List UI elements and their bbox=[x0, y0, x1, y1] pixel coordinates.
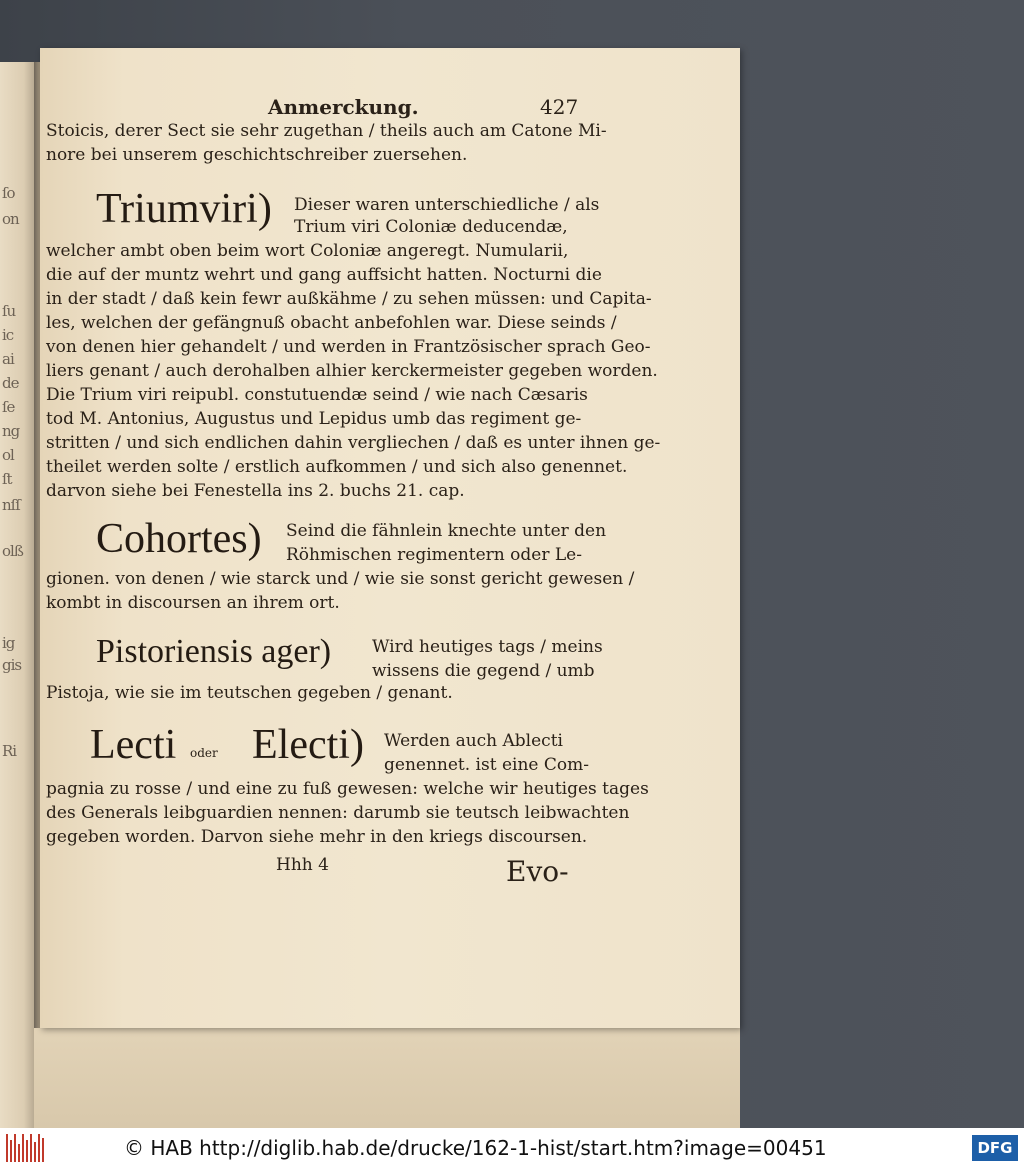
text-line: welcher ambt oben beim wort Coloniæ angeregt. Numularii, bbox=[46, 241, 569, 261]
entry-heading-pistoriensis: Pistoriensis ager) bbox=[96, 633, 332, 670]
text-line: die auf der muntz wehrt und gang auffsicht hatten. Nocturni die bbox=[46, 265, 602, 285]
margin-ghost-text: on bbox=[2, 210, 19, 228]
text-line: von denen hier gehandelt / und werden in Frantzösischer sprach Geo- bbox=[46, 337, 651, 357]
text-line: gionen. von denen / wie starck und / wie sie sonst gericht gewesen / bbox=[46, 569, 635, 589]
text-line: Stoicis, derer Sect sie sehr zugethan / theils auch am Catone Mi- bbox=[46, 121, 607, 141]
margin-ghost-text: ſt bbox=[2, 470, 12, 488]
text-line: tod M. Antonius, Augustus und Lepidus umb das regiment ge- bbox=[46, 409, 582, 429]
credit-link[interactable]: © HAB http://diglib.hab.de/drucke/162-1-hist/start.htm?image=00451 bbox=[124, 1136, 827, 1160]
signature-mark: Hhh 4 bbox=[276, 855, 329, 875]
text-line: Seind die fähnlein knechte unter den bbox=[286, 521, 607, 541]
entry-heading-cohortes: Cohortes) bbox=[96, 516, 262, 562]
margin-ghost-text: nſſ bbox=[2, 496, 20, 514]
previous-page-edge bbox=[0, 62, 34, 1128]
running-head: Anmerckung. bbox=[268, 95, 419, 119]
margin-ghost-text: ol bbox=[2, 446, 14, 464]
text-line: liers genant / auch derohalben alhier kerckermeister gegeben worden. bbox=[46, 361, 658, 381]
margin-ghost-text: ig bbox=[2, 634, 15, 652]
text-line: Röhmischen regimentern oder Le- bbox=[286, 545, 582, 565]
text-line: Wird heutiges tags / meins bbox=[372, 637, 603, 657]
margin-ghost-text: ſu bbox=[2, 302, 16, 320]
text-line: Dieser waren unterschiedliche / als bbox=[294, 195, 600, 215]
hab-logo-icon bbox=[6, 1134, 46, 1162]
margin-ghost-text: olß bbox=[2, 542, 23, 560]
margin-ghost-text: ai bbox=[2, 350, 14, 368]
margin-ghost-text: ng bbox=[2, 422, 20, 440]
text-line: Werden auch Ablecti bbox=[384, 731, 563, 751]
text-line: in der stadt / daß kein fewr außkähme / zu sehen müssen: und Capita- bbox=[46, 289, 652, 309]
margin-ghost-text: ſe bbox=[2, 398, 15, 416]
text-line: darvon siehe bei Fenestella ins 2. buchs 21. cap. bbox=[46, 481, 465, 501]
text-line: stritten / und sich endlichen dahin vergliechen / daß es unter ihnen ge- bbox=[46, 433, 661, 453]
dfg-logo: DFG bbox=[972, 1135, 1018, 1161]
text-line: gegeben worden. Darvon siehe mehr in den kriegs discoursen. bbox=[46, 827, 588, 847]
entry-heading-electi: Electi) bbox=[252, 722, 364, 768]
margin-ghost-text: gis bbox=[2, 656, 22, 674]
margin-ghost-text: de bbox=[2, 374, 19, 392]
text-line: des Generals leibguardien nennen: darumb sie teutsch leibwachten bbox=[46, 803, 630, 823]
text-line: Die Trium viri reipubl. constutuendæ seind / wie nach Cæsaris bbox=[46, 385, 588, 405]
text-line: genennet. ist eine Com- bbox=[384, 755, 589, 775]
footer-bar bbox=[0, 1128, 1024, 1168]
margin-ghost-text: Ri bbox=[2, 742, 17, 760]
text-line: les, welchen der gefängnuß obacht anbefohlen war. Diese seinds / bbox=[46, 313, 617, 333]
text-line: Trium viri Coloniæ deducendæ, bbox=[294, 217, 568, 237]
text-line: kombt in discoursen an ihrem ort. bbox=[46, 593, 340, 613]
page-lower-area bbox=[34, 1028, 740, 1128]
entry-heading-lecti: Lecti bbox=[90, 722, 177, 768]
margin-ghost-text: ic bbox=[2, 326, 14, 344]
entry-heading-triumviri: Triumviri) bbox=[96, 186, 272, 232]
text-line: pagnia zu rosse / und eine zu fuß gewesen: welche wir heutiges tages bbox=[46, 779, 649, 799]
text-line: Pistoja, wie sie im teutschen gegeben / genant. bbox=[46, 683, 453, 703]
text-line: wissens die gegend / umb bbox=[372, 661, 595, 681]
margin-ghost-text: ſo bbox=[2, 184, 15, 202]
page-number: 427 bbox=[540, 95, 579, 119]
book-page bbox=[40, 48, 740, 1028]
text-line: theilet werden solte / erstlich aufkommen / und sich also genennet. bbox=[46, 457, 628, 477]
text-line: nore bei unserem geschichtschreiber zuersehen. bbox=[46, 145, 468, 165]
connector-word: oder bbox=[190, 746, 218, 760]
catchword: Evo- bbox=[506, 855, 569, 888]
